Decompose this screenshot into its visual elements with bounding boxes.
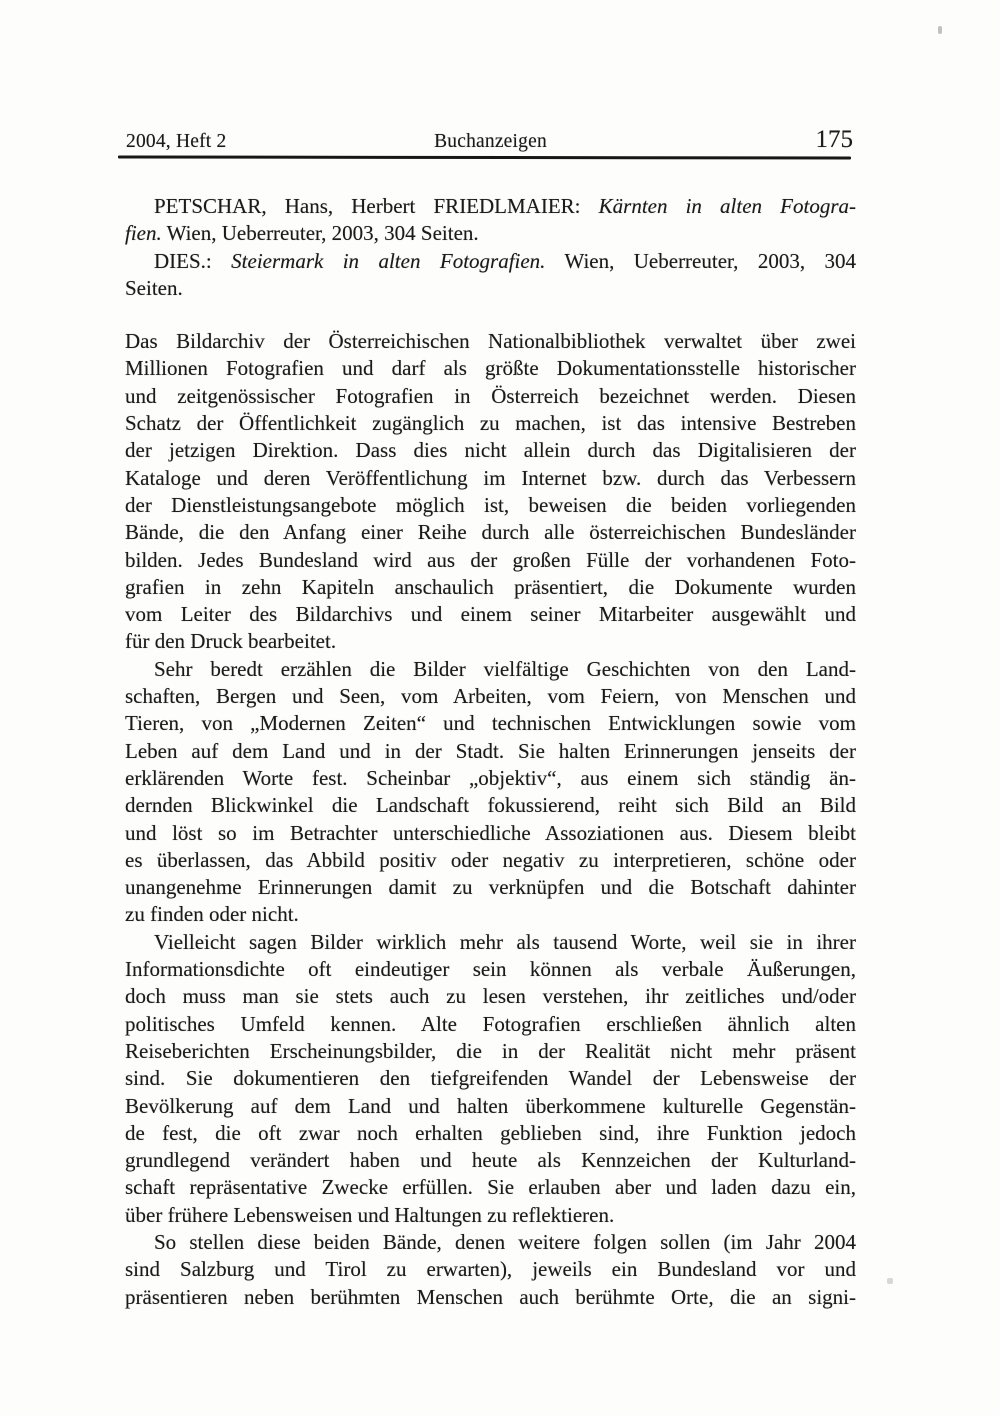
text-line	[125, 628, 856, 655]
text-line	[125, 383, 856, 410]
text-segment: Reiseberichten Erscheinungsbilder, die in der Realität nicht mehr präsent	[125, 1038, 856, 1063]
text-line	[125, 929, 856, 956]
text-segment: vom Leiter des Bildarchivs und einem seiner Mitarbeiter ausgewählt und	[125, 602, 856, 627]
text-line	[125, 874, 856, 901]
text-line	[125, 901, 856, 928]
text-line	[125, 248, 856, 275]
text-line	[125, 738, 856, 765]
text-segment: der Dienstleistungsangebote möglich ist, beweisen die beiden vorliegenden	[125, 492, 856, 517]
text-line	[125, 983, 856, 1010]
italic-text-segment: fien.	[125, 221, 162, 246]
page-number: 175	[815, 126, 853, 153]
review-paragraph-4	[125, 1229, 856, 1311]
header-rule	[118, 155, 851, 159]
text-line	[125, 1147, 856, 1174]
text-segment: und löst so im Betrachter unterschiedliche Assoziationen aus. Diesem bleibt	[125, 820, 856, 845]
text-line	[125, 847, 856, 874]
text-line	[125, 355, 856, 382]
text-line	[125, 956, 856, 983]
text-segment: es überlassen, das Abbild positiv oder negativ zu interpretieren, schöne oder	[125, 847, 856, 872]
text-segment: Vielleicht sagen Bilder wirklich mehr als tausend Worte, weil sie in ihrer	[154, 929, 856, 954]
text-segment: schaft repräsentative Zwecke erfüllen. Sie erlauben aber und laden dazu ein,	[125, 1175, 856, 1200]
text-segment: Wien, Ueberreuter, 2003, 304	[545, 248, 856, 273]
text-line	[125, 220, 856, 247]
text-line	[125, 656, 856, 683]
text-line	[125, 465, 856, 492]
text-line	[125, 519, 856, 546]
text-segment: DIES.:	[154, 248, 232, 273]
running-title: Buchanzeigen	[434, 131, 547, 152]
scan-artifact	[938, 26, 942, 34]
text-segment: politisches Umfeld kennen. Alte Fotografien erschließen ähnlich alten	[125, 1011, 856, 1036]
scan-artifact	[887, 1278, 893, 1284]
text-line	[125, 601, 856, 628]
text-segment: präsentieren neben berühmten Menschen auch berühmte Orte, die an signi-	[125, 1284, 856, 1309]
text-segment: über frühere Lebensweisen und Haltungen zu reflektieren.	[125, 1202, 615, 1227]
text-line	[125, 328, 856, 355]
text-line	[125, 1093, 856, 1120]
review-paragraph-1	[125, 328, 856, 656]
text-line	[125, 275, 856, 302]
text-segment: sind. Sie dokumentieren den tiefgreifenden Wandel der Lebensweise der	[125, 1066, 856, 1091]
text-segment: Leben auf dem Land und in der Stadt. Sie halten Erinnerungen jenseits der	[125, 738, 856, 763]
text-line	[125, 492, 856, 519]
text-segment: Informationsdichte oft eindeutiger sein können als verbale Äußerungen,	[125, 957, 856, 982]
text-segment: grafien in zehn Kapiteln anschaulich präsentiert, die Dokumente wurden	[125, 574, 856, 599]
text-segment: Bevölkerung auf dem Land und halten überkommene kulturelle Gegenstän-	[125, 1093, 856, 1118]
text-segment: sind Salzburg und Tirol zu erwarten), jeweils ein Bundesland vor und	[125, 1257, 856, 1282]
text-line	[125, 792, 856, 819]
journal-issue: 2004, Heft 2	[126, 131, 227, 152]
text-segment: Das Bildarchiv der Österreichischen Nationalbibliothek verwaltet über zwei	[125, 329, 856, 354]
text-segment: bilden. Jedes Bundesland wird aus der großen Fülle der vorhandenen Foto-	[125, 547, 856, 572]
text-segment: dernden Blickwinkel die Landschaft fokussierend, reiht sich Bild an Bild	[125, 793, 856, 818]
text-line	[125, 437, 856, 464]
review-paragraph-2	[125, 656, 856, 929]
text-segment: Schatz der Öffentlichkeit zugänglich zu machen, ist das intensive Bestreben	[125, 411, 856, 436]
page-header	[125, 126, 856, 156]
italic-text-segment: Steiermark in alten Fotografien.	[231, 248, 546, 273]
text-line	[125, 1202, 856, 1229]
text-line	[125, 1174, 856, 1201]
text-line	[125, 1120, 856, 1147]
text-segment: doch muss man sie stets auch zu lesen verstehen, ihr zeitliches und/oder	[125, 984, 856, 1009]
text-line	[125, 410, 856, 437]
text-segment: der jetzigen Direktion. Dass dies nicht allein durch das Digitalisieren der	[125, 438, 856, 463]
citation-1	[125, 193, 856, 248]
text-segment: So stellen diese beiden Bände, denen weitere folgen sollen (im Jahr 2004	[154, 1229, 856, 1254]
text-line	[125, 1256, 856, 1283]
text-segment: unangenehme Erinnerungen damit zu verknüpfen und die Botschaft dahinter	[125, 875, 856, 900]
text-line	[125, 193, 856, 220]
text-line	[125, 1038, 856, 1065]
citation-2	[125, 248, 856, 303]
text-line	[125, 820, 856, 847]
text-line	[125, 1229, 856, 1256]
text-segment: Kataloge und deren Veröffentlichung im Internet bzw. durch das Verbessern	[125, 465, 856, 490]
text-segment: zu finden oder nicht.	[125, 902, 299, 927]
text-segment: Bände, die den Anfang einer Reihe durch alle österreichischen Bundesländer	[125, 520, 856, 545]
text-segment: Wien, Ueberreuter, 2003, 304 Seiten.	[161, 221, 479, 246]
italic-text-segment: Kärnten in alten Fotogra-	[598, 194, 856, 218]
text-segment: de fest, die oft zwar noch erhalten geblieben sind, ihre Funktion jedoch	[125, 1120, 856, 1145]
text-line	[125, 1065, 856, 1092]
text-segment: und zeitgenössischer Fotografien in Österreich bezeichnet werden. Diesen	[125, 383, 856, 408]
text-line	[125, 547, 856, 574]
text-segment: grundlegend verändert haben und heute als Kennzeichen der Kulturland-	[125, 1148, 856, 1173]
text-line	[125, 765, 856, 792]
text-segment: Sehr beredt erzählen die Bilder vielfältige Geschichten von den Land-	[154, 656, 856, 681]
text-line	[125, 574, 856, 601]
review-paragraph-3	[125, 929, 856, 1229]
text-segment: erklärenden Worte fest. Scheinbar „objektiv“, aus einem sich ständig än-	[125, 765, 856, 790]
text-line	[125, 1284, 856, 1311]
text-segment: schaften, Bergen und Seen, vom Arbeiten, vom Feiern, von Menschen und	[125, 684, 856, 709]
text-segment: Tieren, von „Modernen Zeiten“ und technischen Entwicklungen sowie vom	[125, 711, 856, 736]
text-line	[125, 710, 856, 737]
text-segment: PETSCHAR, Hans, Herbert FRIEDLMAIER:	[154, 194, 599, 218]
text-line	[125, 1011, 856, 1038]
text-segment: Millionen Fotografien und darf als größte Dokumentationsstelle historischer	[125, 356, 856, 381]
text-segment: Seiten.	[125, 275, 183, 300]
article-text	[125, 193, 856, 1311]
text-segment: für den Druck bearbeitet.	[125, 629, 337, 654]
text-line	[125, 683, 856, 710]
